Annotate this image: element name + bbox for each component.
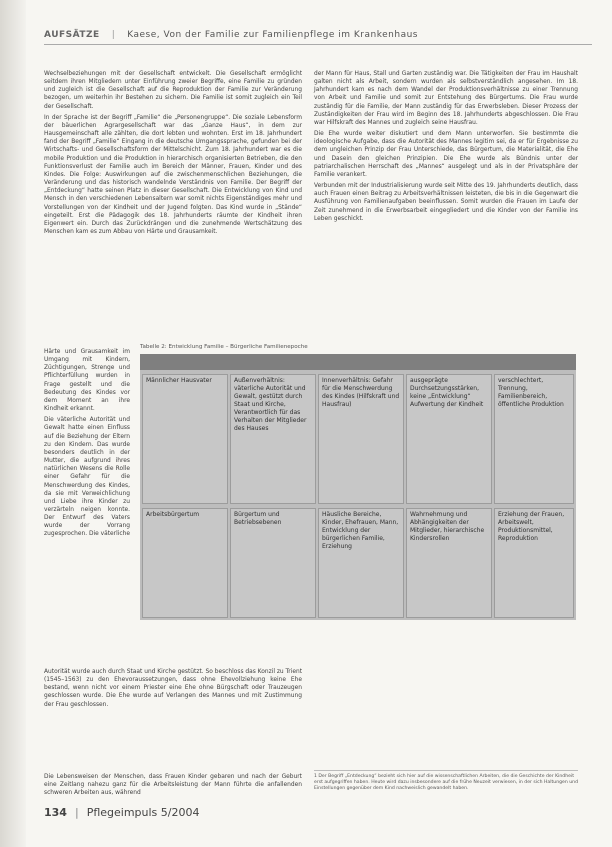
paragraph: Verbunden mit der Industrialisierung wurde seit Mitte des 19. Jahrhunderts deutlich, dass auch Frauen einen Beitrag zu Arbeitsverhältnissen leisteten, die bis in die Gegenwart die Ausführung von Familienaufgaben beeinflussen. Somit wurden die Frauen im Laufe der Zeit zunehmend in die Erwerbsarbeit eingegliedert und die Kinder von der Familie ins Leben geschickt.: [314, 183, 578, 222]
table-cell: Außenverhältnis: väterliche Autorität und Gewalt, gestützt durch Staat und Kirche, Verantwortlich für das Verhalten der Mitglieder des Hauses: [230, 374, 316, 504]
page-number: 134: [44, 806, 67, 819]
table-cell: Bürgertum und Betriebsebenen: [230, 508, 316, 618]
table-cell: Innenverhältnis: Gefahr für die Menschwerdung des Kindes (Hilfskraft und Hausfrau): [318, 374, 404, 504]
paragraph: Die väterliche Autorität und Gewalt hatte einen Einfluss auf die Beziehung der Eltern zu den Kindern. Das wurde besonders deutlich in der Mutter, die aufgrund ihres natürlichen Wesens die Rolle einer Gefahr für die Menschwerdung des Kindes, da sie mit Verweichlichung und Liebe ihre Kinder zu verzärteln neigen konnte. Der Entwurf des Vaters wurde der Vorrang zugesprochen. Die väterliche: [44, 417, 130, 538]
journal-name: Pflegeimpuls 5/2004: [86, 806, 200, 819]
table-cell: verschlechtert, Trennung, Familienbereich, öffentliche Produktion: [494, 374, 574, 504]
paragraph: Wechselbeziehungen mit der Gesellschaft entwickelt. Die Gesellschaft ermöglicht seitdem ihren Mitgliedern unter Einführung zweier Begriffe, eine Familie zu gründen und zugleich ist die Gesellschaft auf die Reproduktion der Familie zur Veränderung bezogen, um weiterhin ihr Bestehen zu sichern. Die Familie ist somit zugleich ein Teil der Gesellschaft.: [44, 71, 302, 110]
paragraph: der Mann für Haus, Stall und Garten zuständig war. Die Tätigkeiten der Frau im Haushalt galten nicht als Arbeit, sondern wurden als selbstverständlich angesehen. Im 18. Jahrhundert kam es nach dem Wandel der Produktionsverhältnisse zu einer Trennung von Arbeit und Familie und somit zur Entstehung des Bürgertums. Die Frau wurde zuständig für die Familie, der Mann zuständig für das Erwerbsleben. Dieser Prozess der Zuständigkeiten der Frau wird im Beginn des 18. Jahrhunderts abgeschlossen. Die Frau war Hilfskraft des Mannes und zugleich seine Hausfrau.: [314, 71, 578, 126]
table-cell: Männlicher Hausvater: [142, 374, 228, 504]
table-cell: Erziehung der Frauen, Arbeitswelt, Produktionsmittel, Reproduktion: [494, 508, 574, 618]
running-header: AUFSÄTZE | Kaese, Von der Familie zur Familienpflege im Krankenhaus: [44, 30, 418, 40]
family-table: [140, 354, 576, 620]
left-column: [44, 70, 302, 239]
paragraph: Autorität wurde auch durch Staat und Kirche gestützt. So beschloss das Konzil zu Trient (1545–1563) zu den Ehevoraussetzungen, dass ohne Ehevollziehung keine Ehe bestand, wenn nicht vor einem Priester eine Ehe ohne Bürgschaft oder Trauzeugen geschlossen wurde. Die Ehe wurde auf Verlangen des Mannes und mit Zustimmung der Frau geschlossen.: [44, 669, 302, 708]
paragraph: Die Ehe wurde weiter diskutiert und dem Mann unterworfen. Sie bestimmte die ideologische Aufgabe, dass die Autorität des Mannes legitim sei, da er für Ergebnisse zu dem ungleichen Prinzip der Frau Unterschiede, das Bürgertum, die Materialität, die Ehe und Dasein den gleichen Prinzipien. Die Ehe wurde als Bündnis unter der patriarchalischen Herrschaft des „Mannes“ ausgelegt und als in der Privatsphäre der Familie verankert.: [314, 131, 578, 178]
paragraph: Härte und Grausamkeit im Umgang mit Kindern, Züchtigungen, Strenge und Pflichterfüllung wurden in Frage gestellt und die Bedeutung des Kindes vor dem Moment an ihre Kindheit erkannt.: [44, 349, 130, 413]
table-header-band: [140, 354, 576, 370]
table-cell: ausgeprägte Durchsetzungsstärken, keine „Entwicklung“ Aufwertung der Kindheit: [406, 374, 492, 504]
left-narrow-column: [44, 348, 130, 542]
page-footer: 134 | Pflegeimpuls 5/2004: [44, 806, 200, 819]
footnote: 1 Der Begriff „Entdeckung“ bezieht sich hier auf die wissenschaftlichen Arbeiten, die die Geschichte der Kindheit erst aufgegriffen haben. Heute wird dazu insbesondere auf die frühe Neuzeit verwiesen, in der sich Haltungen und Einstellungen gegenüber dem Kind nachweislich gewandelt haben.: [314, 770, 578, 793]
table-caption: Tabelle 2: Entwicklung Familie – Bürgerliche Familienepoche: [140, 344, 308, 350]
page-fold-shadow: [0, 0, 26, 847]
paragraph: In der Sprache ist der Begriff „Familie“ die „Personengruppe“. Die soziale Lebensform der bäuerlichen Agrargesellschaft war das „Ganze Haus“, in dem zur Hausgemeinschaft alle zählten, die dort lebten und wohnten. Erst im 18. Jahrhundert fand der Begriff „Familie“ Eingang in die deutsche Umgangssprache, gefunden bei der Wirtschafts- und Gesellschaftsform der Mittelschicht. Zum 18. Jahrhundert war es die mobile Produktion und die Produktion in hierarchisch organisierten Betrieben, die den Funktionsverlust der Familie auch im Bereich der Männer, Frauen, Kinder und des Kindes. Die Folge: Auswirkungen auf die zwischenmenschlichen Beziehungen, die Veränderung und das historisch wandelnde Verständnis von Familie. Der Begriff der „Entdeckung“ hatte seinen Platz in dieser Gesellschaft. Die Entwicklung von Kind und Mensch in den verschiedenen Lebensaltern war somit nichts Eigenständiges mehr und Vorstellungen von der Kindheit und der Jugend folgten. Das Kind wurde in „Stände“ eingeteilt. Erst die Pädagogik des 18. Jahrhunderts räumte der Kindheit ihren Eigenwert ein. Durch das Zurückdrängen und die zunehmende Wertschätzung des Menschen kam es zum Abbau von Härte und Grausamkeit.: [44, 114, 302, 235]
bottom-left-column-2: [44, 773, 302, 800]
table-cell: Wahrnehmung und Abhängigkeiten der Mitglieder, hierarchische Kindersrollen: [406, 508, 492, 618]
right-column: [314, 70, 578, 226]
header-rule: [44, 44, 592, 45]
table-cell: Arbeitsbürgertum: [142, 508, 228, 618]
section-label: AUFSÄTZE: [44, 30, 100, 40]
bottom-left-column: [44, 668, 302, 712]
paragraph: Die Lebensweisen der Menschen, dass Frauen Kinder gebaren und nach der Geburt eine Zeitlang nahezu ganz für die Arbeitsleistung der Mann führte die anfallenden schweren Arbeiten aus, während: [44, 774, 302, 797]
running-title: Kaese, Von der Familie zur Familienpflege im Krankenhaus: [127, 30, 418, 40]
table-cell: Häusliche Bereiche, Kinder, Ehefrauen, Mann, Entwicklung der bürgerlichen Familie, Erziehung: [318, 508, 404, 618]
